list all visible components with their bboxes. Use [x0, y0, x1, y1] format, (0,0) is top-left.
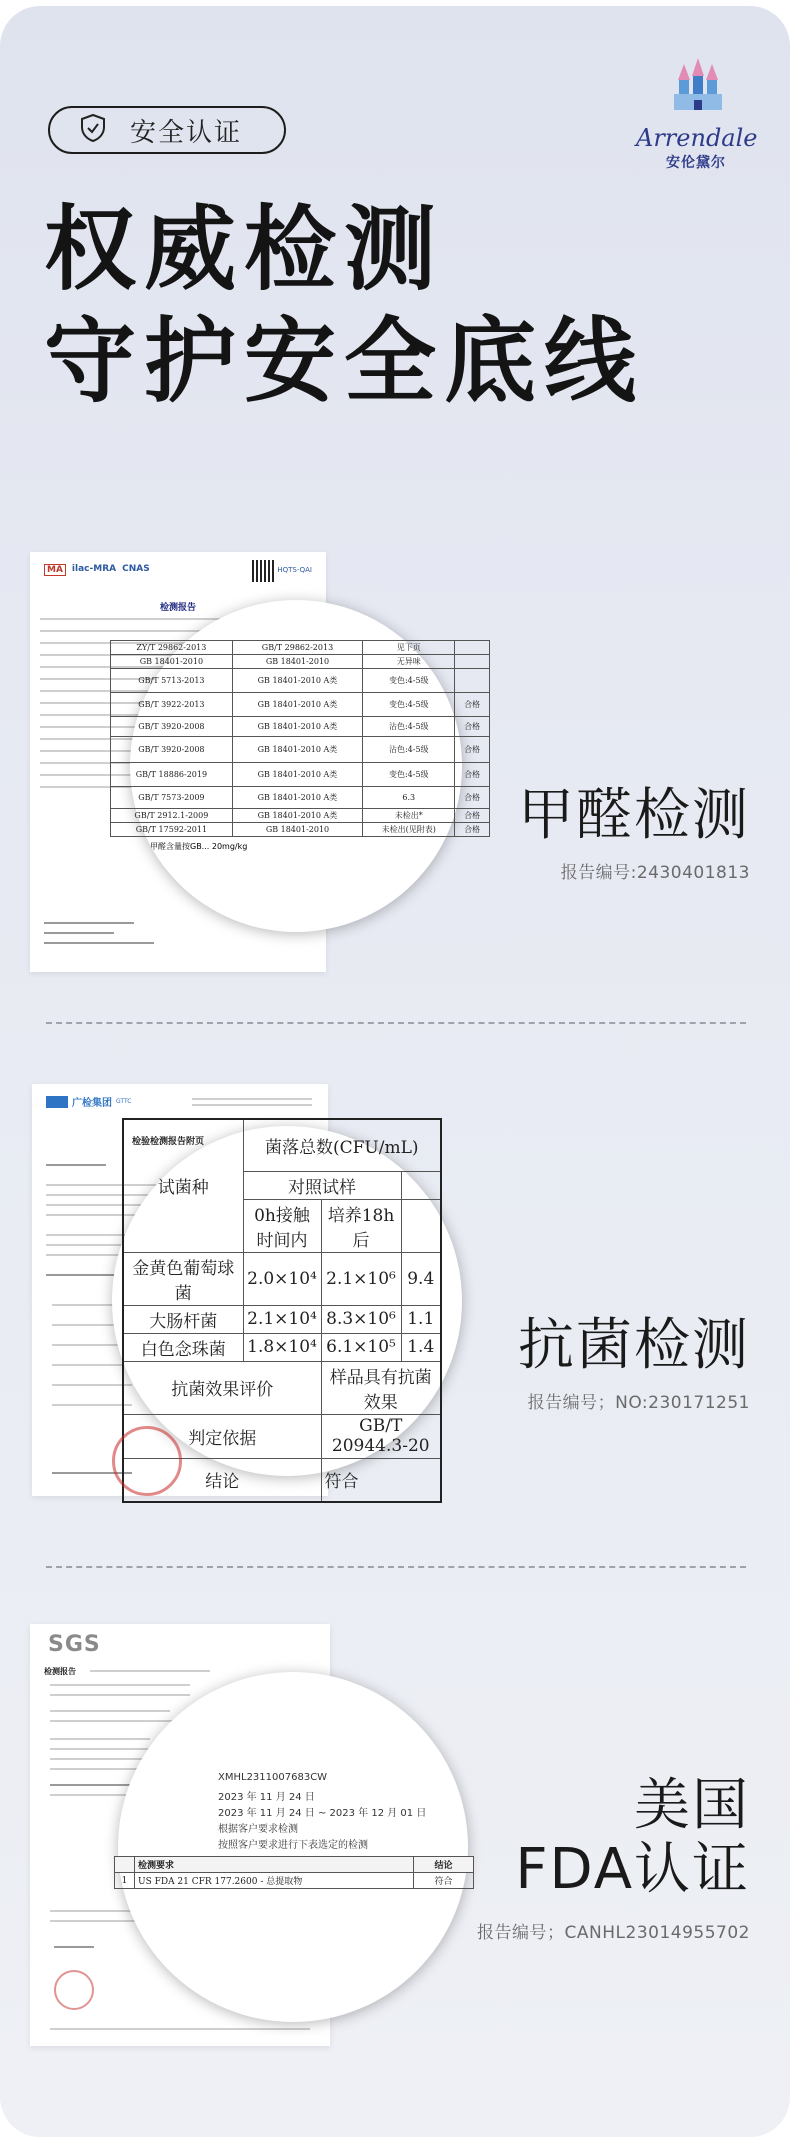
conclusion-header-cell: 结论 [414, 1857, 474, 1873]
table-cell: GB/T 29862-2013 [232, 641, 362, 655]
table-cell: 合格 [455, 717, 490, 737]
logo-cn: 安伦黛尔 [666, 155, 726, 171]
section1-report-no: 报告编号:2430401813 [560, 863, 750, 883]
fda-zoom-lens [118, 1672, 468, 2022]
table-row [111, 641, 490, 655]
value-cell: 1.8×10⁴ [243, 1333, 321, 1361]
value-cell: 2.1×10⁴ [243, 1305, 321, 1333]
gttc-brand-en: GTTC [116, 1098, 132, 1105]
table-cell [401, 1199, 441, 1252]
doc1-footer: 甲醛含量按GB... 20mg/kg [150, 842, 248, 851]
table-cell: 6.3 [363, 787, 455, 809]
strain-cell: 白色念珠菌 [123, 1333, 243, 1361]
table-cell: GB 18401-2010 A类 [232, 763, 362, 787]
section3-title-line1: 美国 [634, 1773, 750, 1838]
table-row [111, 717, 490, 737]
sub1-cell: 0h接触时间内 [243, 1199, 321, 1252]
table-cell: 未检出* [363, 809, 455, 823]
col-header-cell: 菌落总数(CFU/mL) [243, 1119, 441, 1171]
value-cell: 9.4 [401, 1252, 441, 1305]
table-cell: 合格 [455, 737, 490, 763]
section2-report-no: 报告编号；NO:230171251 [527, 1393, 750, 1413]
table-row [111, 737, 490, 763]
date-line-2: 2023 年 11 月 24 日 ~ 2023 年 12 月 01 日 [218, 1808, 427, 1819]
doc3-header: 检测报告 [44, 1667, 76, 1676]
table-row [111, 655, 490, 669]
table-cell: 无异味 [363, 655, 455, 669]
table-cell: ZY/T 29862-2013 [111, 641, 233, 655]
table-cell: 变色:4-5级 [363, 763, 455, 787]
formaldehyde-zoom-lens [130, 600, 481, 932]
value-cell: 2.1×10⁶ [321, 1252, 401, 1305]
table-cell: 沾色:4-5级 [363, 717, 455, 737]
table-cell: GB/T 3920-2008 [111, 717, 233, 737]
strain-cell: 大肠杆菌 [123, 1305, 243, 1333]
basis-label-cell: 判定依据 [123, 1414, 321, 1458]
logo-ilac: ilac-MRA [71, 564, 117, 574]
fda-zoom-table [114, 1856, 474, 1889]
table-cell: GB 18401-2010 A类 [232, 787, 362, 809]
section3-report-no: 报告编号；CANHL23014955702 [477, 1923, 750, 1943]
page-panel [0, 6, 790, 2137]
req-header-cell: 检测要求 [135, 1857, 414, 1873]
table-cell [455, 641, 490, 655]
table-cell: GB/T 3920-2008 [111, 737, 233, 763]
table-row [123, 1252, 441, 1305]
table-cell: GB/T 2912.1-2009 [111, 809, 233, 823]
date-line-1: 2023 年 11 月 24 日 [218, 1792, 315, 1803]
table-cell: GB/T 18886-2019 [111, 763, 233, 787]
sgs-logo: SGS [48, 1632, 101, 1657]
sub2-cell: 培养18h后 [321, 1199, 401, 1252]
antibacterial-zoom-lens [112, 1126, 462, 1493]
value-cell: 6.1×10⁵ [321, 1333, 401, 1361]
value-cell: 1.1 [401, 1305, 441, 1333]
table-cell: GB/T 3922-2013 [111, 693, 233, 717]
conclusion-label-cell: 结论 [123, 1458, 321, 1502]
basis-value-cell: GB/T 20944.3-20 [321, 1414, 441, 1458]
section1-title: 甲醛检测 [518, 783, 750, 848]
castle-icon [636, 58, 756, 120]
table-cell [455, 655, 490, 669]
logo-script: Arrendale [636, 124, 758, 152]
table-cell [455, 669, 490, 693]
section3-title-line2: FDA认证 [515, 1837, 750, 1902]
table-cell: GB 18401-2010 [232, 655, 362, 669]
group-cell: 对照试样 [243, 1171, 401, 1199]
headline-line1: 权威检测 [44, 196, 445, 303]
gttc-logo [46, 1094, 132, 1109]
headline [44, 194, 644, 418]
table-row [123, 1361, 441, 1414]
table-row [111, 787, 490, 809]
eval-value-cell: 样品具有抗菌效果 [321, 1361, 441, 1414]
red-seal [54, 1970, 94, 2010]
result-cell: 符合 [414, 1873, 474, 1889]
table-row [111, 693, 490, 717]
section2-title: 抗菌检测 [518, 1313, 750, 1378]
table-cell: 合格 [455, 809, 490, 823]
formaldehyde-zoom-table [110, 640, 490, 837]
row-header-cell: 试菌种 [123, 1119, 243, 1252]
table-cell: 变色:4-5级 [363, 693, 455, 717]
brand-logo [636, 58, 756, 178]
value-cell: 1.4 [401, 1333, 441, 1361]
table-cell: 见下页 [363, 641, 455, 655]
table-cell: GB 18401-2010 A类 [232, 693, 362, 717]
badge-label: 安全认证 [130, 117, 243, 148]
req-line-2: 按照客户要求进行下表选定的检测 [218, 1840, 368, 1851]
table-cell: 合格 [455, 823, 490, 837]
table-cell: 沾色:4-5级 [363, 737, 455, 763]
table-row [111, 669, 490, 693]
table-row [111, 809, 490, 823]
table-cell: 变色:4-5级 [363, 669, 455, 693]
logo-cnas: CNAS [122, 564, 150, 574]
table-cell: GB/T 5713-2013 [111, 669, 233, 693]
table-cell: GB 18401-2010 [111, 655, 233, 669]
headline-line2: 守护安全底线 [44, 308, 645, 415]
strain-cell: 金黄色葡萄球菌 [123, 1252, 243, 1305]
table-row [111, 823, 490, 837]
safety-cert-badge [48, 106, 286, 154]
table-row [123, 1119, 441, 1171]
red-stamp [112, 1426, 182, 1496]
item-cell: US FDA 21 CFR 177.2600 - 总提取物 [135, 1873, 414, 1889]
table-cell: GB/T 7573-2009 [111, 787, 233, 809]
table-cell: GB 18401-2010 A类 [232, 737, 362, 763]
table-cell: GB/T 17592-2011 [111, 823, 233, 837]
table-cell: 未检出(见附表) [363, 823, 455, 837]
table-row [123, 1305, 441, 1333]
gttc-brand: 广检集团 [72, 1098, 112, 1109]
table-row [115, 1873, 474, 1889]
table-row [111, 763, 490, 787]
req-line-1: 根据客户要求检测 [218, 1824, 298, 1835]
table-cell: 合格 [455, 763, 490, 787]
section3-title [515, 1774, 750, 1902]
shield-check-icon [78, 113, 108, 147]
qr-label: HQTS-QAI [277, 566, 312, 574]
table-cell [115, 1857, 135, 1873]
table-cell: GB 18401-2010 [232, 823, 362, 837]
report-no-line: XMHL2311007683CW [218, 1772, 328, 1783]
value-cell: 8.3×10⁶ [321, 1305, 401, 1333]
table-cell: 合格 [455, 693, 490, 717]
value-cell: 2.0×10⁴ [243, 1252, 321, 1305]
cert-logos [44, 564, 150, 576]
table-cell: 合格 [455, 787, 490, 809]
item-no-cell: 1 [115, 1873, 135, 1889]
conclusion-value-cell: 符合 [321, 1458, 441, 1502]
table-cell: GB 18401-2010 A类 [232, 717, 362, 737]
table-cell [401, 1171, 441, 1199]
qr-code [252, 560, 274, 582]
table-row [115, 1857, 474, 1873]
divider-2 [46, 1566, 746, 1568]
doc2-header: 检验检测报告附页 [132, 1137, 205, 1147]
divider-1 [46, 1022, 746, 1024]
table-cell: GB 18401-2010 A类 [232, 809, 362, 823]
table-row [123, 1333, 441, 1361]
doc1-header: 检测报告 [159, 603, 196, 613]
eval-label-cell: 抗菌效果评价 [123, 1361, 321, 1414]
logo-ma: MA [44, 564, 66, 576]
table-cell: GB 18401-2010 A类 [232, 669, 362, 693]
